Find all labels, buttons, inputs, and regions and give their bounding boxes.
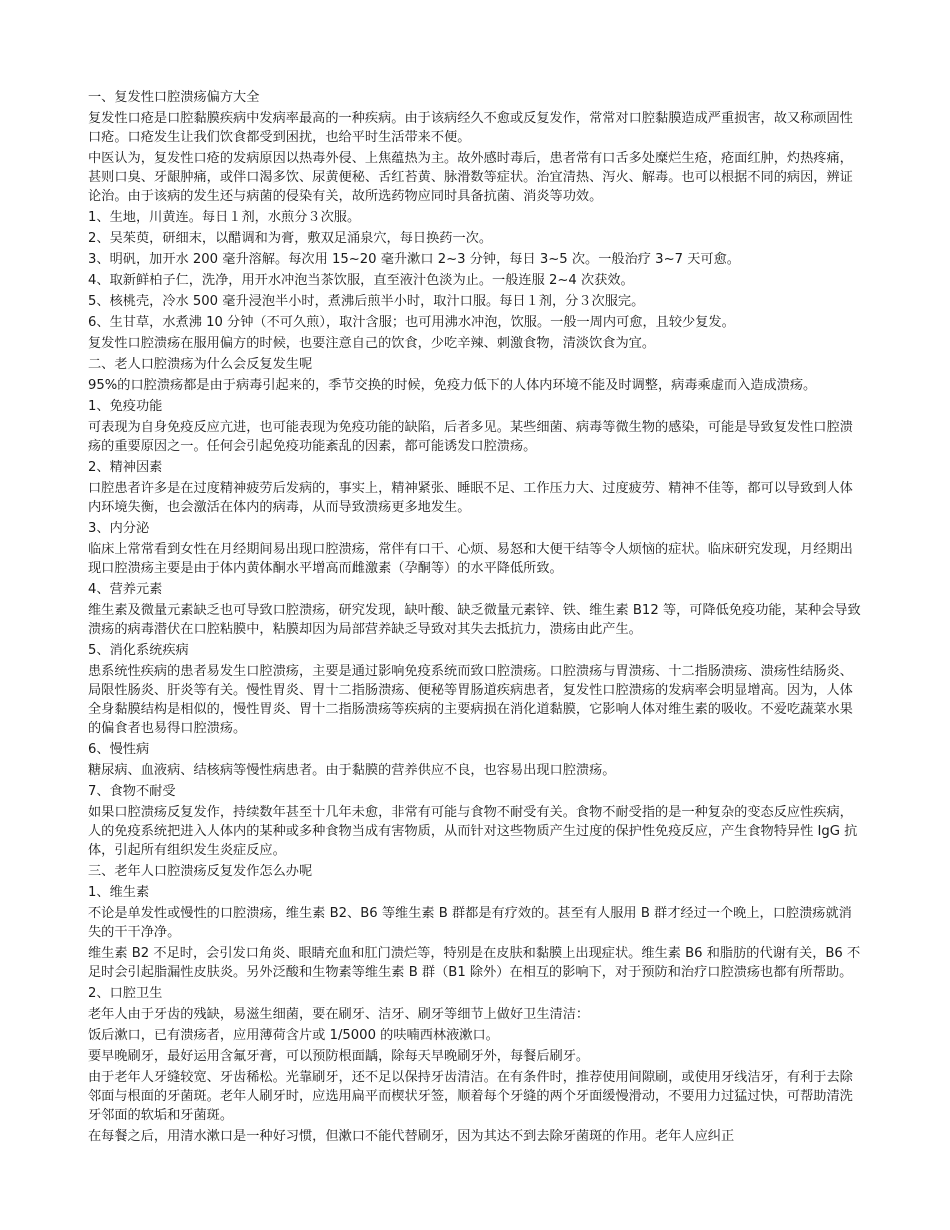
section-heading: 二、老人口腔溃疡为什么会反复发生呢 bbox=[88, 357, 313, 372]
paragraph: 可表现为自身免疫反应亢进，也可能表现为免疫功能的缺陷，后者多见。某些细菌、病毒等微生物的感染，可能是导致复发性口腔溃疡的重要原因之一。任何会引起免疫功能紊乱的因素，都可能诱发口腔溃疡。 bbox=[88, 420, 853, 454]
document-body bbox=[88, 88, 862, 1146]
paragraph: 口腔患者许多是在过度精神疲劳后发病的，事实上，精神紧张、睡眠不足、工作压力大、过度疲劳、精神不佳等，都可以导致到人体内环境失衡，也会激活在体内的病毒，从而导致溃疡更多地发生。 bbox=[88, 481, 853, 515]
subsection-heading: 1、维生素 bbox=[88, 885, 150, 900]
subsection-heading: 7、食物不耐受 bbox=[88, 784, 176, 799]
subsection-heading: 2、口腔卫生 bbox=[88, 986, 163, 1001]
paragraph: 1、生地，川黄连。每日１剂，水煎分３次服。 bbox=[88, 210, 361, 225]
paragraph: 2、吴茱萸，研细末，以醋调和为膏，敷双足涌泉穴，每日换药一次。 bbox=[88, 231, 493, 246]
subsection-heading: 3、内分泌 bbox=[88, 521, 150, 536]
paragraph: 临床上常常看到女性在月经期间易出现口腔溃疡，常伴有口干、心烦、易怒和大便干结等令人烦恼的症状。临床研究发现，月经期出现口腔溃疡主要是由于体内黄体酮水平增高而雌激素（孕酮等）的水平降低所致。 bbox=[88, 542, 853, 576]
paragraph: 复发性口疮是口腔黏膜疾病中发病率最高的一种疾病。由于该病经久不愈或反复发作，常常对口腔黏膜造成严重损害，故又称顽固性口疮。口疮发生让我们饮食都受到困扰，也给平时生活带来不便。 bbox=[88, 111, 853, 145]
paragraph: 95%的口腔溃疡都是由于病毒引起来的，季节交换的时候，免疫力低下的人体内环境不能及时调整，病毒乘虚而入造成溃疡。 bbox=[88, 378, 817, 393]
subsection-heading: 5、消化系统疾病 bbox=[88, 643, 189, 658]
paragraph: 老年人由于牙齿的残缺，易滋生细菌，要在刷牙、洁牙、刷牙等细节上做好卫生清洁： bbox=[88, 1007, 590, 1022]
paragraph: 5、核桃壳，冷水 500 毫升浸泡半小时，煮沸后煎半小时，取汁口服。每日１剂，分３次服完。 bbox=[88, 294, 645, 309]
paragraph: 在每餐之后，用清水漱口是一种好习惯，但漱口不能代替刷牙，因为其达不到去除牙菌斑的作用。老年人应纠正 bbox=[88, 1129, 735, 1144]
subsection-heading: 1、免疫功能 bbox=[88, 399, 163, 414]
subsection-heading: 2、精神因素 bbox=[88, 460, 163, 475]
subsection-heading: 4、营养元素 bbox=[88, 582, 163, 597]
paragraph: 要早晚刷牙，最好运用含氟牙膏，可以预防根面龋，除每天早晚刷牙外，每餐后刷牙。 bbox=[88, 1049, 590, 1064]
section-heading: 一、复发性口腔溃疡偏方大全 bbox=[88, 90, 260, 105]
paragraph: 不论是单发性或慢性的口腔溃疡，维生素 B2、B6 等维生素 B 群都是有疗效的。甚至有人服用 B 群才经过一个晚上，口腔溃疡就消失的干干净净。 bbox=[88, 906, 852, 940]
paragraph: 如果口腔溃疡反复发作，持续数年甚至十几年未愈，非常有可能与食物不耐受有关。食物不耐受指的是一种复杂的变态反应性疾病，人的免疫系统把进入人体内的某种或多种食物当成有害物质，从而针对这些物质产生过度的保护性免疫反应，产生食物特异性 IgG 抗体，引起所有组织发生炎症反应。 bbox=[88, 805, 858, 858]
paragraph: 饭后漱口，已有溃疡者，应用薄荷含片或 1/5000 的呋喃西林液漱口。 bbox=[88, 1028, 499, 1043]
subsection-heading: 6、慢性病 bbox=[88, 742, 150, 757]
section-heading: 三、老年人口腔溃疡反复发作怎么办呢 bbox=[88, 864, 313, 879]
paragraph: 糖尿病、血液病、结核病等慢性病患者。由于黏膜的营养供应不良，也容易出现口腔溃疡。 bbox=[88, 763, 616, 778]
paragraph: 维生素 B2 不足时，会引发口角炎、眼睛充血和肛门溃烂等，特别是在皮肤和黏膜上出现症状。维生素 B6 和脂肪的代谢有关，B6 不足时会引起脂漏性皮肤炎。另外泛酸和生物素等维生素 B 群（B1 除外）在相互的影响下，对于预防和治疗口腔溃疡也都有所帮助。 bbox=[88, 946, 861, 980]
paragraph: 3、明矾，加开水 200 毫升溶解。每次用 15~20 毫升漱口 2~3 分钟，每日 3~5 次。一般治疗 3~7 天可愈。 bbox=[88, 252, 740, 267]
paragraph: 复发性口腔溃疡在服用偏方的时候，也要注意自己的饮食，少吃辛辣、刺激食物，清淡饮食为宜。 bbox=[88, 336, 656, 351]
paragraph: 6、生甘草，水煮沸 10 分钟（不可久煎），取汁含服；也可用沸水冲泡，饮服。一般一周内可愈，且较少复发。 bbox=[88, 315, 735, 330]
paragraph: 中医认为，复发性口疮的发病原因以热毒外侵、上焦蕴热为主。故外感时毒后，患者常有口舌多处糜烂生疮，疮面红肿，灼热疼痛，甚则口臭、牙龈肿痛，或伴口渴多饮、尿黄便秘、舌红苔黄、脉滑数等症状。治宜清热、泻火、解毒。也可以根据不同的病因，辨证论治。由于该病的发生还与病菌的侵染有关，故所选药物应同时具备抗菌、消炎等功效。 bbox=[88, 151, 853, 204]
paragraph: 患系统性疾病的患者易发生口腔溃疡，主要是通过影响免疫系统而致口腔溃疡。口腔溃疡与胃溃疡、十二指肠溃疡、溃疡性结肠炎、局限性肠炎、肝炎等有关。慢性胃炎、胃十二指肠溃疡、便秘等胃肠道疾病患者，复发性口腔溃疡的发病率会明显增高。因为，人体全身黏膜结构是相似的，慢性胃炎、胃十二指肠溃疡等疾病的主要病损在消化道黏膜，它影响人体对维生素的吸收。不爱吃蔬菜水果的偏食者也易得口腔溃疡。 bbox=[88, 664, 853, 736]
paragraph: 4、取新鲜柏子仁，洗净，用开水冲泡当茶饮服，直至液汁色淡为止。一般连服 2~4 次获效。 bbox=[88, 273, 634, 288]
paragraph: 由于老年人牙缝较宽、牙齿稀松。光靠刷牙，还不足以保持牙齿清洁。在有条件时，推荐使用间隙刷，或使用牙线洁牙，有利于去除邻面与根面的牙菌斑。老年人刷牙时，应选用扁平而楔状牙签，顺着每个牙缝的两个牙面缓慢滑动，不要用力过猛过快，可帮助清洗牙邻面的软垢和牙菌斑。 bbox=[88, 1070, 853, 1123]
paragraph: 维生素及微量元素缺乏也可导致口腔溃疡，研究发现，缺叶酸、缺乏微量元素锌、铁、维生素 B12 等，可降低免疫功能，某种会导致溃疡的病毒潜伏在口腔粘膜中，粘膜却因为局部营养缺乏导致对其失去抵抗力，溃疡由此产生。 bbox=[88, 603, 861, 637]
